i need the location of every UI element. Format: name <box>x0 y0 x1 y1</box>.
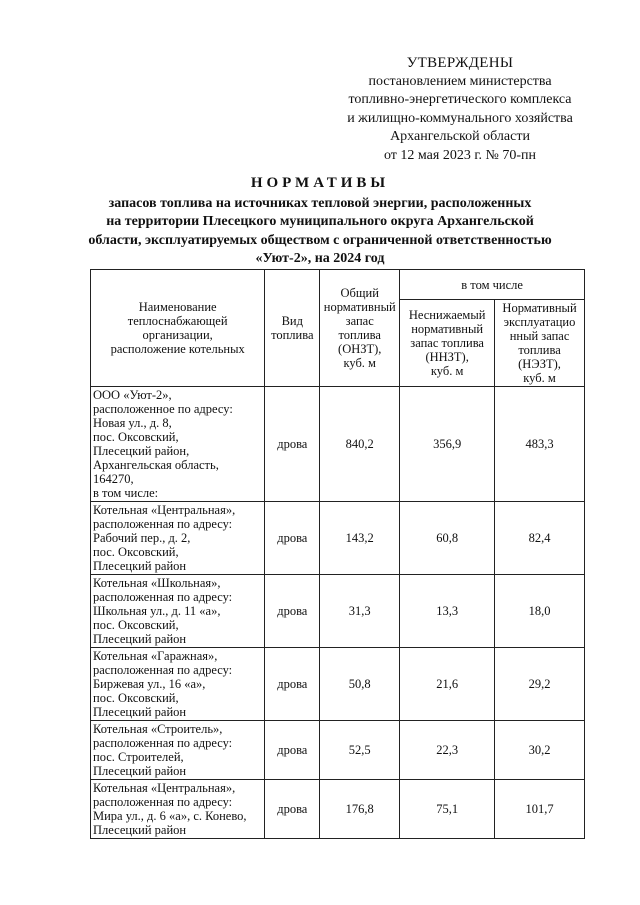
cell-fuel: дрова <box>265 648 320 721</box>
title-subline: «Уют-2», на 2024 год <box>255 251 385 266</box>
cell-total: 143,2 <box>320 502 400 575</box>
cell-name: Котельная «Гаражная», расположенная по адресу: Биржевая ул., 16 «а», пос. Оксовский, Плесецкий район <box>91 648 265 721</box>
cell-fuel: дрова <box>265 780 320 839</box>
header-name: Наименование теплоснабжающей организации, расположение котельных <box>91 270 265 387</box>
cell-total: 31,3 <box>320 575 400 648</box>
cell-total: 52,5 <box>320 721 400 780</box>
cell-nnzt: 60,8 <box>400 502 495 575</box>
cell-nezt: 30,2 <box>495 721 585 780</box>
header-total: Общий нормативный запас топлива (ОНЗТ), куб. м <box>320 270 400 387</box>
approval-line: и жилищно-коммунального хозяйства <box>347 110 573 126</box>
cell-nezt: 483,3 <box>495 387 585 502</box>
table-row <box>91 502 585 575</box>
title-subline: на территории Плесецкого муниципального округа Архангельской <box>106 214 534 229</box>
fuel-norms-table <box>90 269 585 839</box>
title-subline: запасов топлива на источниках тепловой энергии, расположенных <box>108 195 532 211</box>
cell-nnzt: 13,3 <box>400 575 495 648</box>
cell-fuel: дрова <box>265 575 320 648</box>
table-row <box>91 575 585 648</box>
cell-name: Котельная «Центральная», расположенная по адресу: Мира ул., д. 6 «а», с. Конево, Плесецкий район <box>91 780 265 839</box>
cell-total: 50,8 <box>320 648 400 721</box>
table-row <box>91 648 585 721</box>
approval-heading: УТВЕРЖДЕНЫ <box>406 55 514 71</box>
cell-fuel: дрова <box>265 502 320 575</box>
cell-name: Котельная «Строитель», расположенная по адресу: пос. Строителей, Плесецкий район <box>91 721 265 780</box>
cell-name: Котельная «Центральная», расположенная по адресу: Рабочий пер., д. 2, пос. Оксовский, Плесецкий район <box>91 502 265 575</box>
document-title <box>80 174 560 269</box>
header-nnzt: Неснижаемый нормативный запас топлива (ННЗТ), куб. м <box>400 300 495 387</box>
cell-nnzt: 22,3 <box>400 721 495 780</box>
cell-nezt: 82,4 <box>495 502 585 575</box>
table-row <box>91 387 585 502</box>
header-fuel: Вид топлива <box>265 270 320 387</box>
approval-line: топливно-энергетического комплекса <box>348 92 572 107</box>
title-subline: области, эксплуатируемых обществом с ограниченной ответственностью <box>88 232 552 248</box>
cell-nnzt: 75,1 <box>400 780 495 839</box>
cell-fuel: дрова <box>265 387 320 502</box>
approval-line: Архангельской области <box>390 129 530 144</box>
header-including: в том числе <box>400 270 585 300</box>
cell-nnzt: 21,6 <box>400 648 495 721</box>
table-row <box>91 721 585 780</box>
title-main: НОРМАТИВЫ <box>250 175 390 191</box>
cell-name: ООО «Уют-2», расположенное по адресу: Новая ул., д. 8, пос. Оксовский, Плесецкий район, Архангельская область, 164270, в том числе: <box>91 387 265 502</box>
cell-nnzt: 356,9 <box>400 387 495 502</box>
approval-line: постановлением министерства <box>368 73 552 89</box>
cell-total: 840,2 <box>320 387 400 502</box>
table-row <box>91 780 585 839</box>
approval-block <box>300 54 620 165</box>
cell-nezt: 101,7 <box>495 780 585 839</box>
approval-line: от 12 мая 2023 г. № 70-пн <box>383 147 537 163</box>
cell-fuel: дрова <box>265 721 320 780</box>
cell-total: 176,8 <box>320 780 400 839</box>
cell-name: Котельная «Школьная», расположенная по адресу: Школьная ул., д. 11 «а», пос. Оксовский, Плесецкий район <box>91 575 265 648</box>
header-nezt: Нормативный эксплуатацио нный запас топлива (НЭЗТ), куб. м <box>495 300 585 387</box>
cell-nezt: 29,2 <box>495 648 585 721</box>
cell-nezt: 18,0 <box>495 575 585 648</box>
